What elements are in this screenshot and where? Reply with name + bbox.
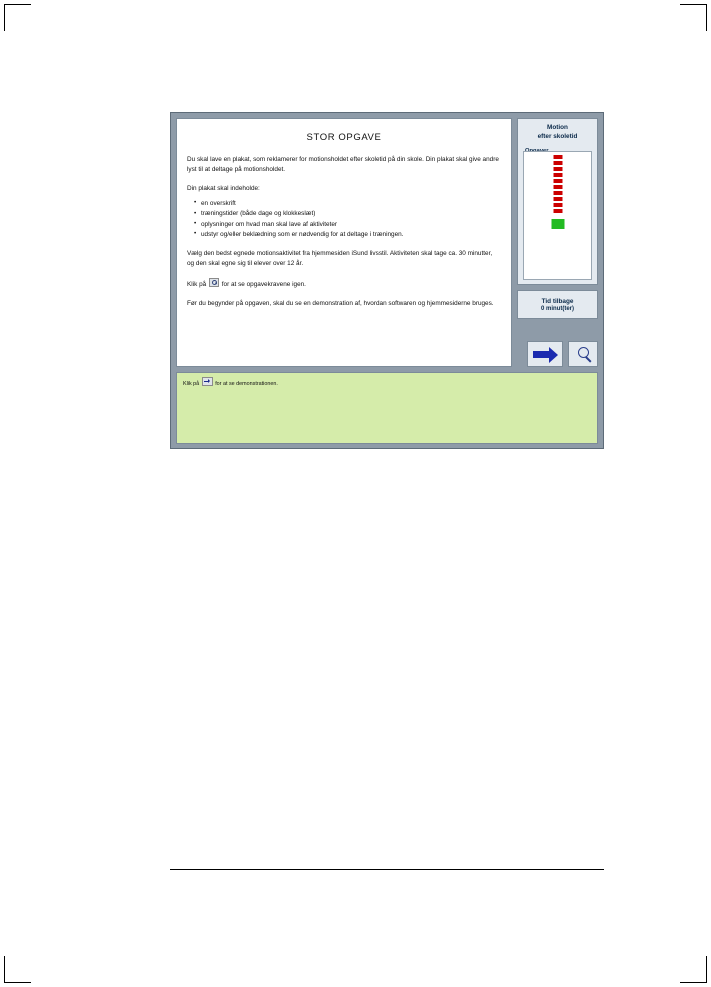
task-closing-text: Før du begynder på opgaven, skal du se en demonstration af, hvordan softwaren og hjemmesiderne bruges. <box>187 300 494 308</box>
next-button[interactable] <box>527 341 563 367</box>
progress-segments <box>551 155 564 229</box>
time-remaining-panel <box>517 290 598 319</box>
progress-title-line1: Motion <box>547 124 568 131</box>
task-instructions-text: Vælg den bedst egnede motionsaktivitet fra hjemmesiden iSund livsstil. Aktiviteten skal tage ca. 30 minutter, og den skal egne sig til elever over 12 år. <box>187 250 493 268</box>
task-list-heading: Din plakat skal indeholde: <box>187 184 260 192</box>
progress-current-marker <box>551 219 564 229</box>
task-hint-prefix: Klik på <box>187 281 207 289</box>
time-remaining-title: Tid tilbage <box>541 297 574 305</box>
toolbar-buttons <box>517 341 598 367</box>
task-intro-text: Du skal lave en plakat, som reklamerer for motionsholdet efter skoletid på din skole. Din plakat skal give andre lyst til at deltage på motionsholdet. <box>187 156 499 173</box>
list-item: • oplysninger om hvad man skal lave af aktiviteter <box>201 220 501 230</box>
list-item: • træningstider (både dage og klokkeslæt) <box>201 209 501 219</box>
task-hint-suffix: for at se opgavekravene igen. <box>221 281 306 289</box>
task-content-panel <box>176 118 512 367</box>
magnifier-icon <box>578 347 589 358</box>
list-item: • udstyr og/eller beklædning som er nødvendig for at deltage i træningen. <box>201 230 501 240</box>
window-body <box>176 118 598 367</box>
task-hint-line <box>187 278 501 290</box>
assessment-window <box>170 112 604 449</box>
progress-segment <box>553 185 562 189</box>
progress-segment <box>553 179 562 183</box>
list-item: • en overskrift <box>201 199 501 209</box>
arrow-right-icon <box>533 351 550 358</box>
time-remaining-value: 0 minut(ter) <box>541 305 574 312</box>
progress-panel-title <box>523 124 592 141</box>
progress-panel <box>517 118 598 285</box>
demo-hint-prefix: Klik på <box>183 381 200 387</box>
crop-mark-top-right <box>680 4 707 31</box>
page-title: STOR OPGAVE <box>306 132 382 143</box>
zoom-button[interactable] <box>568 341 598 367</box>
task-requirements-list <box>187 199 501 241</box>
progress-segment <box>553 191 562 195</box>
progress-segment <box>553 173 562 177</box>
progress-segment <box>553 167 562 171</box>
demo-hint-line <box>183 377 591 387</box>
demo-area[interactable] <box>176 372 598 444</box>
demo-hint-suffix: for at se demonstrationen. <box>215 381 278 387</box>
progress-segment <box>553 161 562 165</box>
progress-segment <box>553 209 562 213</box>
crop-mark-bottom-right <box>680 956 707 983</box>
progress-title-line2: efter skoletid <box>537 132 578 140</box>
side-column <box>517 118 598 367</box>
progress-segment <box>553 203 562 207</box>
arrow-right-icon[interactable] <box>202 377 213 386</box>
progress-segment <box>553 155 562 159</box>
magnifier-icon[interactable] <box>209 278 219 287</box>
page-divider-rule <box>170 869 604 870</box>
crop-mark-bottom-left <box>4 956 31 983</box>
progress-segment <box>553 197 562 201</box>
progress-track <box>523 151 592 280</box>
crop-mark-top-left <box>4 4 31 31</box>
